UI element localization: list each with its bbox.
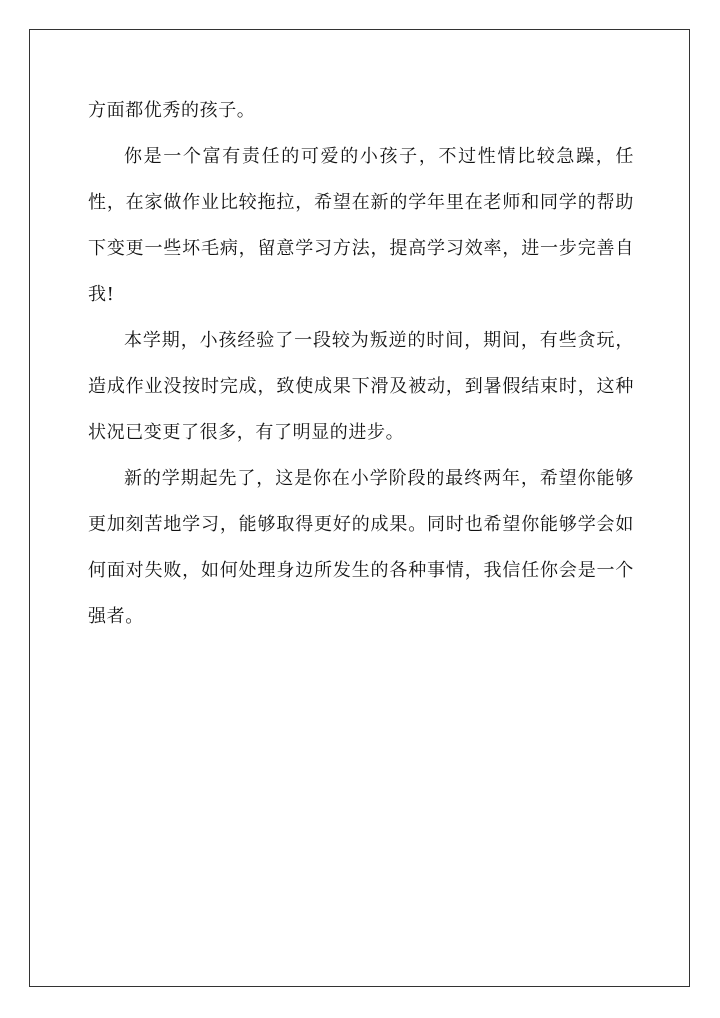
paragraph-semester: 本学期，小孩经验了一段较为叛逆的时间，期间，有些贪玩，造成作业没按时完成，致使成果下滑及被动，到暑假结束时，这种状况已变更了很多，有了明显的进步。	[88, 330, 634, 443]
document-body	[88, 88, 634, 640]
paragraph-continuation: 方面都优秀的孩子。	[88, 100, 256, 121]
paragraph-responsibility: 你是一个富有责任的可爱的小孩子，不过性情比较急躁，任性，在家做作业比较拖拉，希望在新的学年里在老师和同学的帮助下变更一些坏毛病，留意学习方法，提高学习效率，进一步完善自我!	[88, 146, 634, 305]
paragraph-new-term: 新的学期起先了，这是你在小学阶段的最终两年，希望你能够更加刻苦地学习，能够取得更好的成果。同时也希望你能够学会如何面对失败，如何处理身边所发生的各种事情，我信任你会是一个强者。	[88, 468, 634, 627]
